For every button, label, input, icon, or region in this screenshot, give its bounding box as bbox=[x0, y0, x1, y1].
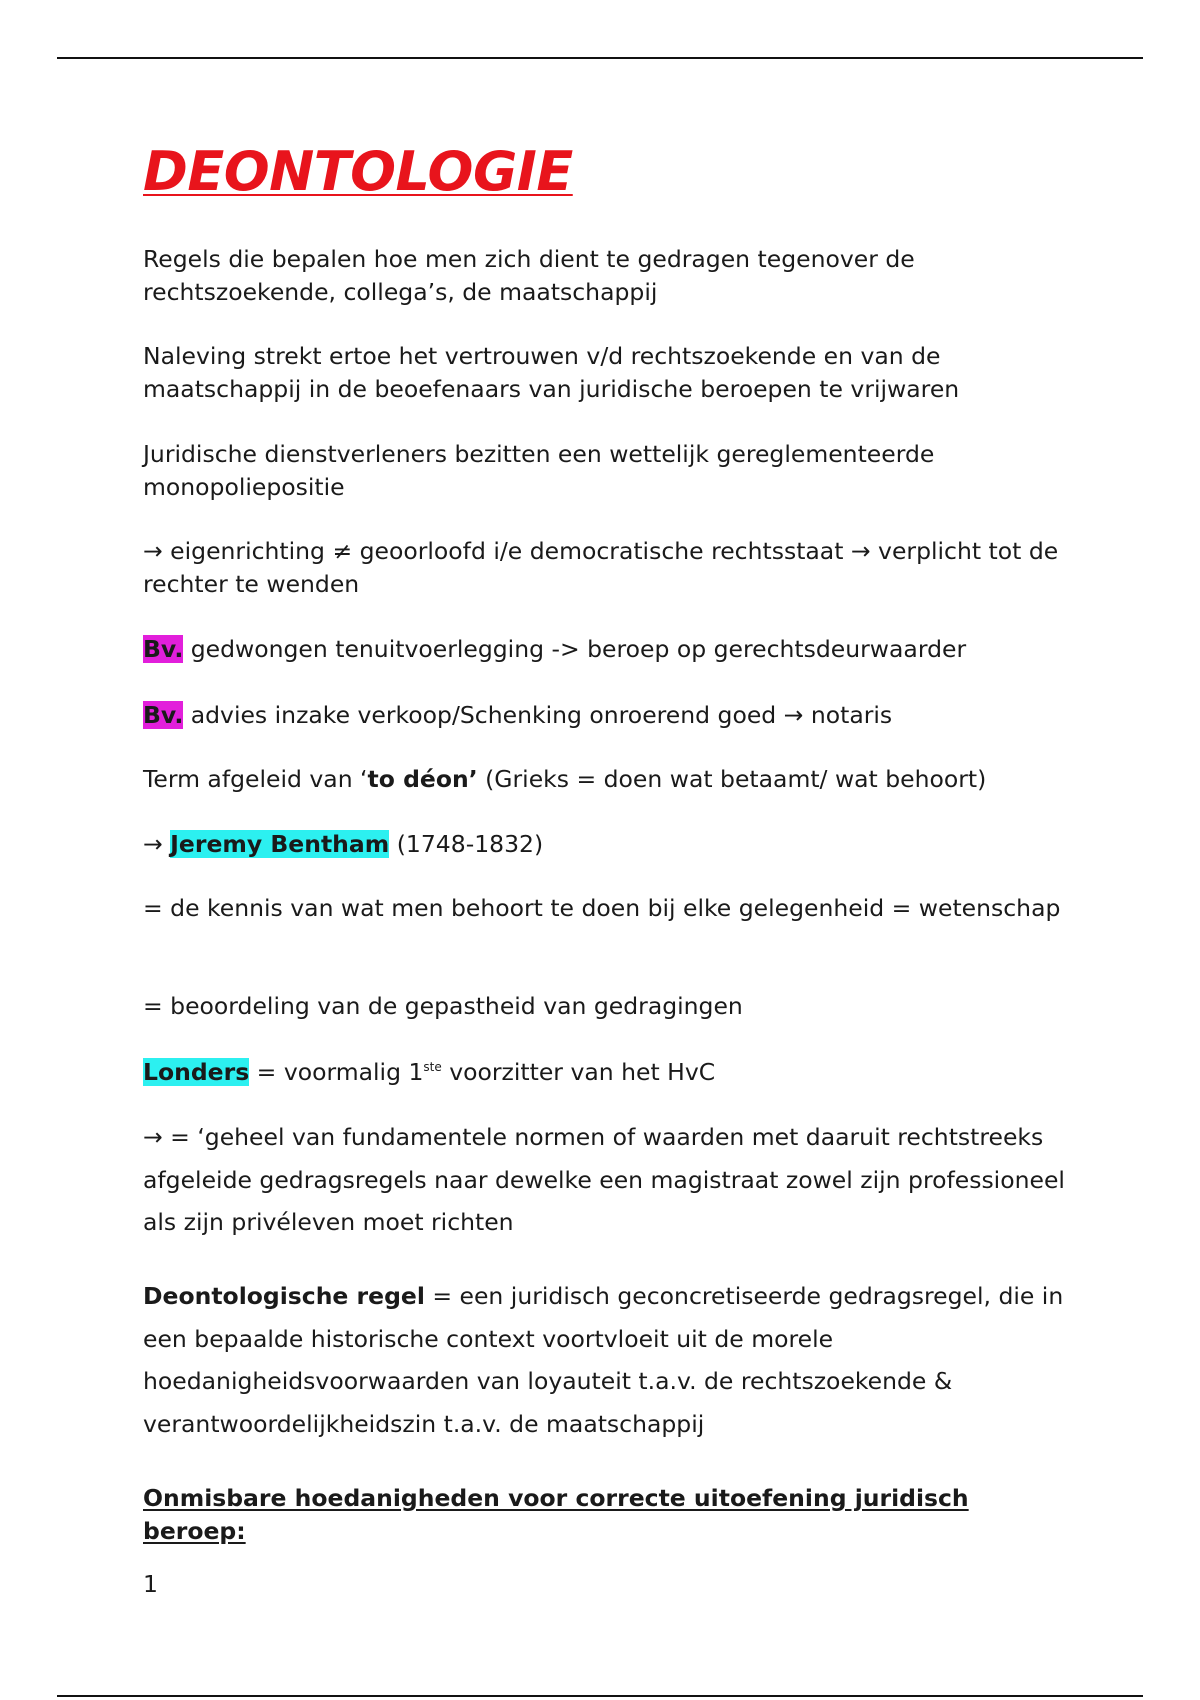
example-marker: Bv. bbox=[143, 701, 184, 729]
paragraph-eigenrichting: → eigenrichting ≠ geoorloofd i/e democratische rechtsstaat → verplicht tot de rechter te wenden bbox=[143, 537, 1059, 598]
top-border-line bbox=[57, 57, 1143, 59]
term-after: (Grieks = doen wat betaamt/ wat behoort) bbox=[477, 765, 987, 793]
paragraph-deontologische-regel bbox=[143, 1275, 1083, 1445]
paragraph-bentham bbox=[143, 828, 1083, 861]
paragraph-definition: Regels die bepalen hoe men zich dient te gedragen tegenover de rechtszoekende, collega’s, de maatschappij bbox=[143, 245, 915, 306]
example-text: gedwongen tenuitvoerlegging -> beroep op gerechtsdeurwaarder bbox=[183, 635, 967, 663]
list-number: 1 bbox=[143, 1570, 158, 1598]
rule-term: Deontologische regel bbox=[143, 1282, 425, 1310]
rule-text: = een juridisch geconcretiseerde gedragsregel, die in een bepaalde historische context voortvloeit uit de morele hoedanigheidsvoorwaarden van loyauteit t.a.v. de rechtszoekende & verantwoordelijkheidszin t.a.v. de maatschappij bbox=[143, 1282, 1064, 1438]
paragraph-beoordeling: = beoordeling van de gepastheid van gedragingen bbox=[143, 992, 743, 1020]
paragraph-naleving: Naleving strekt ertoe het vertrouwen v/d rechtszoekende en van de maatschappij in de beoefenaars van juridische beroepen te vrijwaren bbox=[143, 342, 960, 403]
term-before: Term afgeleid van ‘ bbox=[143, 765, 368, 793]
bentham-years: (1748-1832) bbox=[389, 830, 544, 858]
paragraph-londers bbox=[143, 1056, 1083, 1089]
example-text: advies inzake verkoop/Schenking onroerend goed → notaris bbox=[183, 701, 893, 729]
londers-sup: ste bbox=[423, 1060, 442, 1075]
section-heading: Onmisbare hoedanigheden voor correcte uitoefening juridisch beroep: bbox=[143, 1484, 969, 1545]
londers-before: = voormalig 1 bbox=[249, 1058, 424, 1086]
paragraph-monopolie: Juridische dienstverleners bezitten een wettelijk gereglementeerde monopoliepositie bbox=[143, 440, 935, 501]
bentham-name: Jeremy Bentham bbox=[170, 830, 390, 858]
paragraph-term-origin bbox=[143, 763, 1083, 796]
example-marker: Bv. bbox=[143, 635, 184, 663]
example-notaris bbox=[143, 699, 1083, 732]
term-bold: to déon’ bbox=[367, 765, 478, 793]
paragraph-quote: → = ‘geheel van fundamentele normen of waarden met daaruit rechtstreeks afgeleide gedragsregels naar dewelke een magistraat zowel zijn professioneel als zijn privéleven moet richten bbox=[143, 1123, 1065, 1236]
paragraph-kennis: = de kennis van wat men behoort te doen bij elke gelegenheid = wetenschap bbox=[143, 894, 1061, 922]
bottom-border-line bbox=[57, 1695, 1143, 1697]
example-deurwaarder bbox=[143, 633, 1083, 666]
document-title: DEONTOLOGIE bbox=[143, 140, 573, 203]
londers-name: Londers bbox=[143, 1058, 250, 1086]
londers-after: voorzitter van het HvC bbox=[441, 1058, 716, 1086]
arrow-icon: → bbox=[143, 830, 171, 858]
